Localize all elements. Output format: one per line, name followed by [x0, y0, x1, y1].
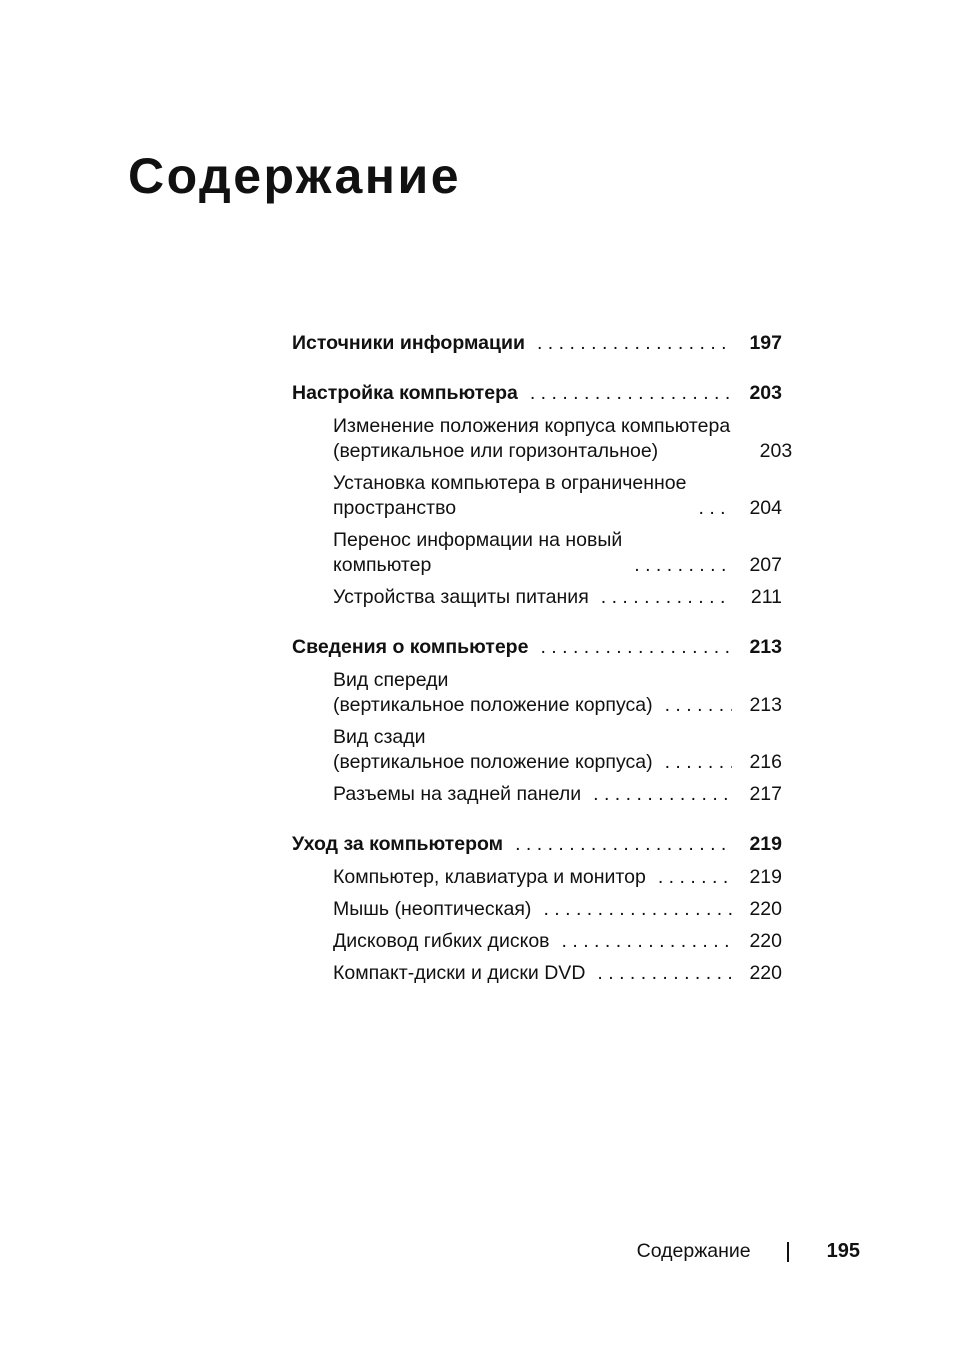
- toc-subentry-line1: Установка компьютера в ограниченное: [333, 472, 687, 494]
- toc-section-setup: [292, 380, 793, 610]
- dot-leader: [687, 496, 733, 521]
- footer-page-number: 195: [826, 1240, 860, 1262]
- toc-entry[interactable]: [292, 330, 782, 356]
- toc-entry-page: 219: [749, 833, 782, 855]
- toc-subentry-label: Мышь (неоптическая): [333, 898, 532, 920]
- dot-leader: [550, 929, 732, 954]
- toc-entry-page: 203: [749, 382, 782, 404]
- toc-subentry[interactable]: [292, 961, 782, 986]
- toc-subentry-page: 219: [749, 866, 782, 888]
- toc-section-care: [292, 831, 782, 986]
- toc-subentry-page: 216: [749, 751, 782, 773]
- toc-subentry-line1: Вид сзади: [333, 726, 426, 748]
- toc-subentry-label: Устройства защиты питания: [333, 586, 589, 608]
- footer-separator: [787, 1242, 789, 1262]
- toc-subentry-line2: (вертикальное или горизонтальное): [333, 440, 659, 462]
- toc-subentry-line1: Вид спереди: [333, 669, 449, 691]
- page-title: Содержание: [128, 148, 462, 204]
- dot-leader: [622, 553, 732, 578]
- dot-leader: [525, 331, 732, 356]
- toc-subentry-page: 220: [749, 898, 782, 920]
- toc-subentry-label: [333, 725, 653, 775]
- dot-leader: [531, 897, 732, 922]
- dot-leader: [646, 865, 732, 890]
- toc-subentry[interactable]: [292, 725, 782, 775]
- toc-subentry-page: 220: [749, 930, 782, 952]
- toc-entry[interactable]: [292, 380, 782, 406]
- toc-entry[interactable]: [292, 831, 782, 857]
- dot-leader: [581, 782, 732, 807]
- dot-leader: [528, 635, 732, 660]
- toc-subentry-label: Разъемы на задней панели: [333, 783, 582, 805]
- toc-entry[interactable]: [292, 634, 782, 660]
- toc-subentry[interactable]: [292, 865, 782, 890]
- toc-subentry-label: Дисковод гибких дисков: [333, 930, 550, 952]
- toc-subentry-label: Компьютер, клавиатура и монитор: [333, 866, 646, 888]
- toc-subentry[interactable]: [292, 897, 782, 922]
- toc-subentry-page: 203: [759, 440, 793, 462]
- toc-subentry-page: 211: [750, 586, 782, 608]
- dot-leader: [503, 832, 732, 857]
- toc-subentry-label: [333, 668, 653, 718]
- toc-section-sources: [292, 330, 782, 356]
- toc-subentry-page: 207: [749, 554, 782, 576]
- footer-section-label: Содержание: [636, 1240, 751, 1262]
- dot-leader: [585, 961, 732, 986]
- toc-subentry-label: [333, 528, 622, 578]
- toc-subentry-line2: пространство: [333, 497, 457, 519]
- dot-leader: [730, 439, 742, 464]
- toc-subentry-line2: (вертикальное положение корпуса): [333, 694, 653, 716]
- page-footer: [637, 1240, 860, 1263]
- toc-entry-label: Источники информации: [292, 332, 525, 354]
- toc-subentry[interactable]: [292, 782, 782, 807]
- table-of-contents: [292, 330, 793, 1010]
- toc-subentry[interactable]: [292, 414, 793, 464]
- toc-subentry-page: 217: [749, 783, 782, 805]
- toc-entry-label: Сведения о компьютере: [292, 636, 529, 658]
- toc-subentry-label: [333, 414, 730, 464]
- toc-subentry-page: 220: [749, 962, 782, 984]
- toc-entry-label: Уход за компьютером: [292, 833, 504, 855]
- toc-section-about: [292, 634, 782, 807]
- dot-leader: [589, 585, 732, 610]
- dot-leader: [518, 381, 732, 406]
- toc-subentry[interactable]: [292, 585, 782, 610]
- toc-subentry-line1: Перенос информации на новый: [333, 529, 623, 551]
- toc-subentry[interactable]: [292, 471, 782, 521]
- toc-subentry[interactable]: [292, 929, 782, 954]
- toc-subentry-line2: (вертикальное положение корпуса): [333, 751, 653, 773]
- toc-subentry-page: 204: [749, 497, 782, 519]
- dot-leader: [653, 693, 732, 718]
- toc-entry-page: 197: [749, 332, 782, 354]
- toc-subentry-label: Компакт-диски и диски DVD: [333, 962, 586, 984]
- toc-subentry-label: [333, 471, 687, 521]
- toc-subentry[interactable]: [292, 668, 782, 718]
- toc-subentry-line2: компьютер: [333, 554, 432, 576]
- toc-subentry-page: 213: [749, 694, 782, 716]
- toc-entry-label: Настройка компьютера: [292, 382, 518, 404]
- toc-entry-page: 213: [749, 636, 782, 658]
- dot-leader: [653, 750, 732, 775]
- toc-subentry-line1: Изменение положения корпуса компьютера: [333, 415, 731, 437]
- toc-subentry[interactable]: [292, 528, 782, 578]
